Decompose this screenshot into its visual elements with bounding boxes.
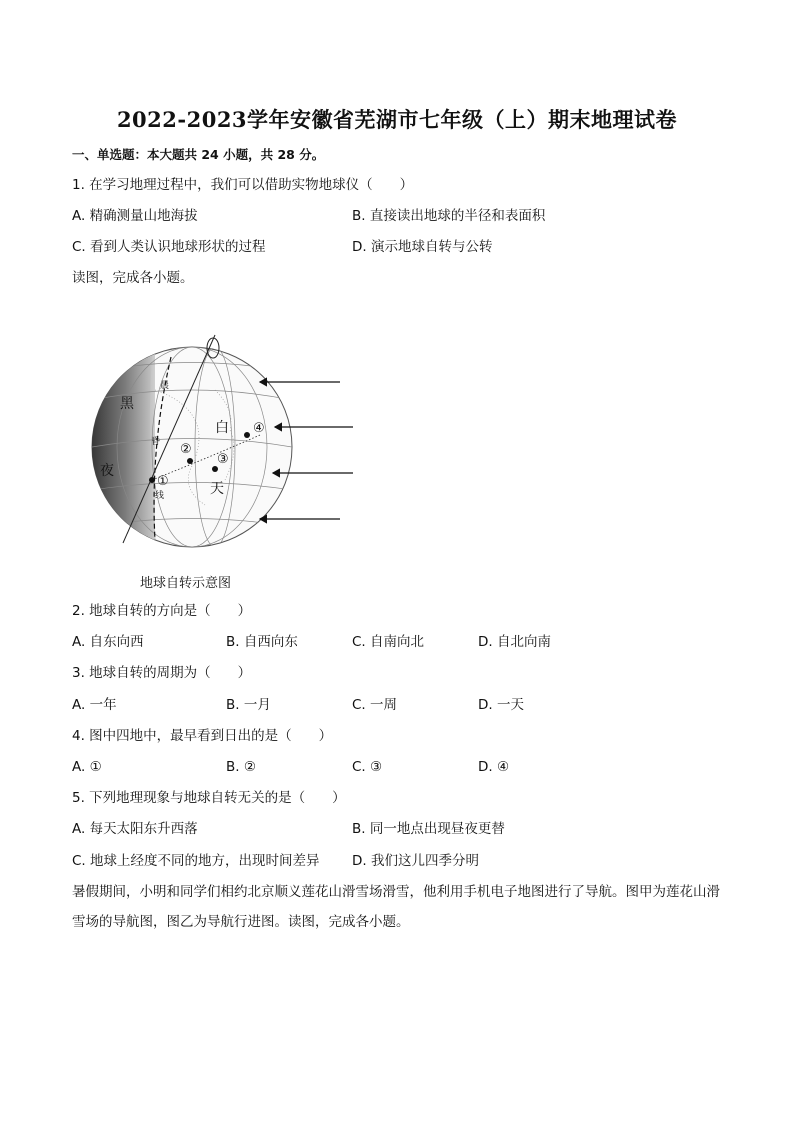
q2-option-b: B. 自西向东 (226, 634, 298, 650)
q5-option-c: C. 地球上经度不同的地方，出现时间差异 (72, 853, 320, 869)
q4-option-a: A. ① (72, 759, 102, 775)
terminator-char-3: 线 (155, 491, 165, 501)
q2-option-a: A. 自东向西 (72, 634, 144, 650)
point-2 (187, 458, 193, 464)
q2-option-d: D. 自北向南 (478, 634, 551, 650)
marker-4: ④ (253, 421, 265, 436)
q3-option-c: C. 一周 (352, 697, 398, 713)
label-day: 天 (210, 481, 224, 497)
q1-option-d: D. 演示地球自转与公转 (352, 239, 493, 255)
q3-option-a: A. 一年 (72, 697, 117, 713)
q4-option-c: C. ③ (352, 759, 383, 775)
figure-caption: 地球自转示意图 (140, 576, 232, 591)
q5-option-b: B. 同一地点出现昼夜更替 (352, 821, 505, 837)
marker-2: ② (180, 442, 192, 457)
q2-option-c: C. 自南向北 (352, 634, 425, 650)
q1-option-a: A. 精确测量山地海拔 (72, 208, 198, 224)
section-heading: 一、单选题：本大题共 24 小题，共 28 分。 (72, 147, 325, 162)
intro-ski-resort: 暑假期间，小明和同学们相约北京顺义莲花山滑雪场滑雪，他利用手机电子地图进行了导航。图甲为莲花山滑雪场的导航图，图乙为导航行进图。读图，完成各小题。 (72, 884, 720, 930)
point-4 (244, 432, 250, 438)
marker-3: ③ (217, 452, 229, 467)
q1-option-b: B. 直接读出地球的半径和表面积 (352, 208, 546, 224)
q4-stem: 4. 图中四地中，最早看到日出的是（ ） (72, 728, 333, 744)
night-hemisphere (85, 340, 157, 550)
q1-stem: 1. 在学习地理过程中，我们可以借助实物地球仪（ ） (72, 177, 414, 193)
terminator-char-2: 昏 (151, 437, 161, 447)
point-1 (149, 477, 155, 483)
q3-stem: 3. 地球自转的周期为（ ） (72, 665, 252, 681)
q4-option-d: D. ④ (478, 759, 510, 775)
label-white: 白 (215, 420, 229, 436)
label-night: 夜 (100, 463, 114, 479)
q3-option-d: D. 一天 (478, 697, 524, 713)
q5-option-d: D. 我们这儿四季分明 (352, 853, 479, 869)
q3-option-b: B. 一月 (226, 697, 271, 713)
q5-option-a: A. 每天太阳东升西落 (72, 821, 198, 837)
earth-rotation-figure (65, 330, 365, 550)
q4-option-b: B. ② (226, 759, 256, 775)
page-title: 2022-2023学年安徽省芜湖市七年级（上）期末地理试卷 (116, 107, 678, 132)
label-black: 黑 (120, 396, 134, 412)
q2-stem: 2. 地球自转的方向是（ ） (72, 603, 252, 619)
terminator-char-1: 晨 (160, 381, 170, 391)
q5-stem: 5. 下列地理现象与地球自转无关的是（ ） (72, 790, 346, 806)
q1-option-c: C. 看到人类认识地球形状的过程 (72, 239, 266, 255)
marker-1: ① (157, 474, 169, 489)
intro-read-figure: 读图，完成各小题。 (72, 270, 194, 286)
